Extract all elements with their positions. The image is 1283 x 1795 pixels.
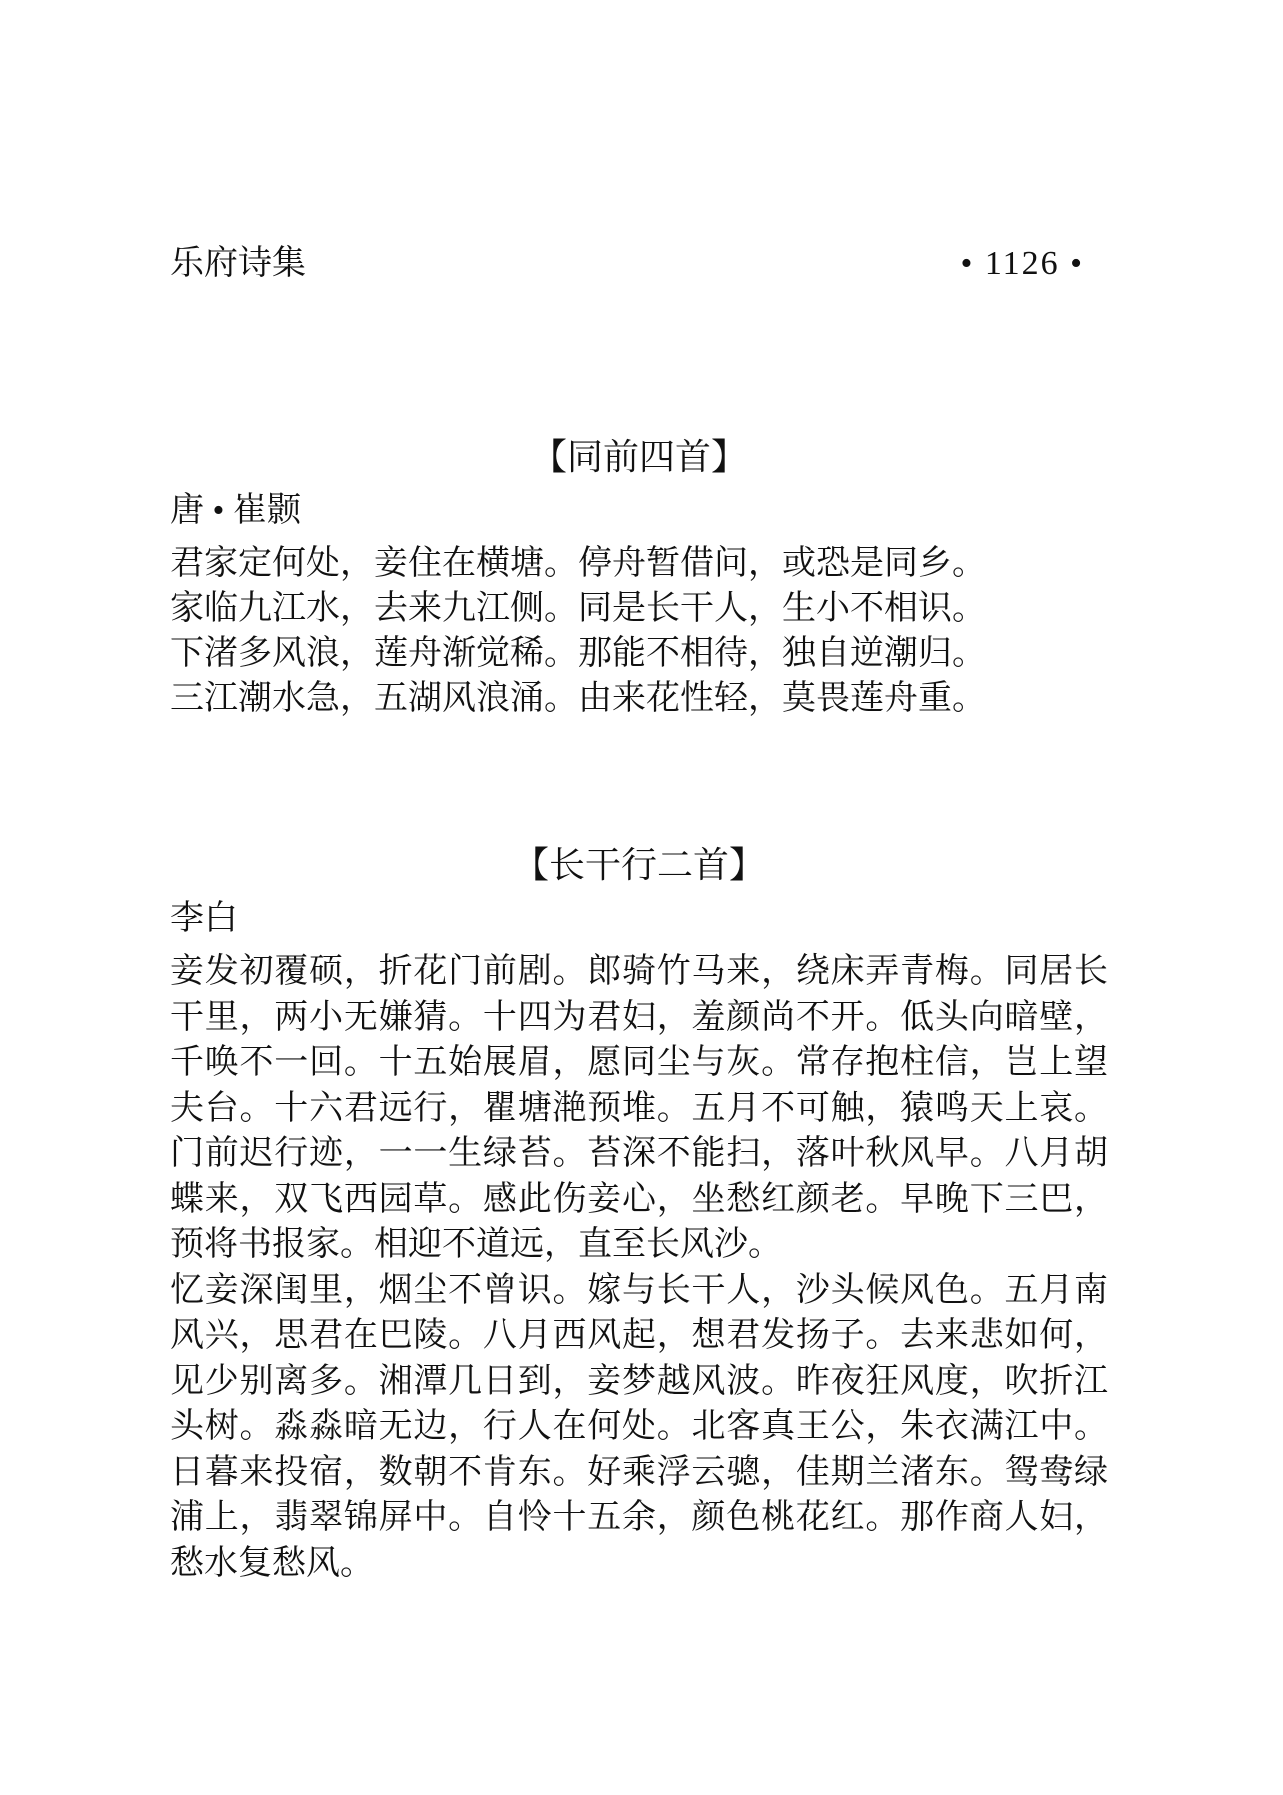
poem-line: 下渚多风浪，莲舟渐觉稀。那能不相待，独自逆潮归。 (170, 635, 986, 672)
poem-author: 李白 (170, 900, 238, 937)
poem-section-tongqian-sishou (170, 432, 1108, 721)
book-title: 乐府诗集 (170, 245, 306, 282)
page-number: • 1126 • (960, 245, 1084, 282)
poem-line: 君家定何处，妾住在横塘。停舟暂借问，或恐是同乡。 (170, 545, 986, 582)
poem-line: 三江潮水急，五湖风浪涌。由来花性轻，莫畏莲舟重。 (170, 680, 986, 717)
poem-title: 【长干行二首】 (512, 845, 765, 885)
poem-line: 家临九江水，去来九江侧。同是长干人，生小不相识。 (170, 590, 986, 627)
poem-section-changganxing-ershou (170, 840, 1108, 1586)
poem-paragraph: 忆妾深闺里，烟尘不曾识。嫁与长干人，沙头候风色。五月南风兴，思君在巴陵。八月西风起，想君发扬子。去来悲如何，见少别离多。湘潭几日到，妾梦越风波。昨夜狂风度，吹折江头树。淼淼暗无边，行人在何处。北客真王公，朱衣满江中。日暮来投宿，数朝不肯东。好乘浮云骢，佳期兰渚东。鸳鸯绿浦上，翡翠锦屏中。自怜十五余，颜色桃花红。那作商人妇，愁水复愁风。 (170, 1271, 1108, 1582)
poem-author: 唐 • 崔颢 (170, 492, 301, 529)
poem-title: 【同前四首】 (530, 437, 747, 477)
page-header (170, 243, 1120, 285)
poem-paragraph: 妾发初覆硕，折花门前剧。郎骑竹马来，绕床弄青梅。同居长干里，两小无嫌猜。十四为君妇，羞颜尚不开。低头向暗壁，千唤不一回。十五始展眉，愿同尘与灰。常存抱柱信，岂上望夫台。十六君远行，瞿塘滟预堆。五月不可触，猿鸣天上哀。门前迟行迹，一一生绿苔。苔深不能扫，落叶秋风早。八月胡蝶来，双飞西园草。感此伤妾心，坐愁红颜老。早晚下三巴，预将书报家。相迎不道远，直至长风沙。 (170, 953, 1108, 1263)
